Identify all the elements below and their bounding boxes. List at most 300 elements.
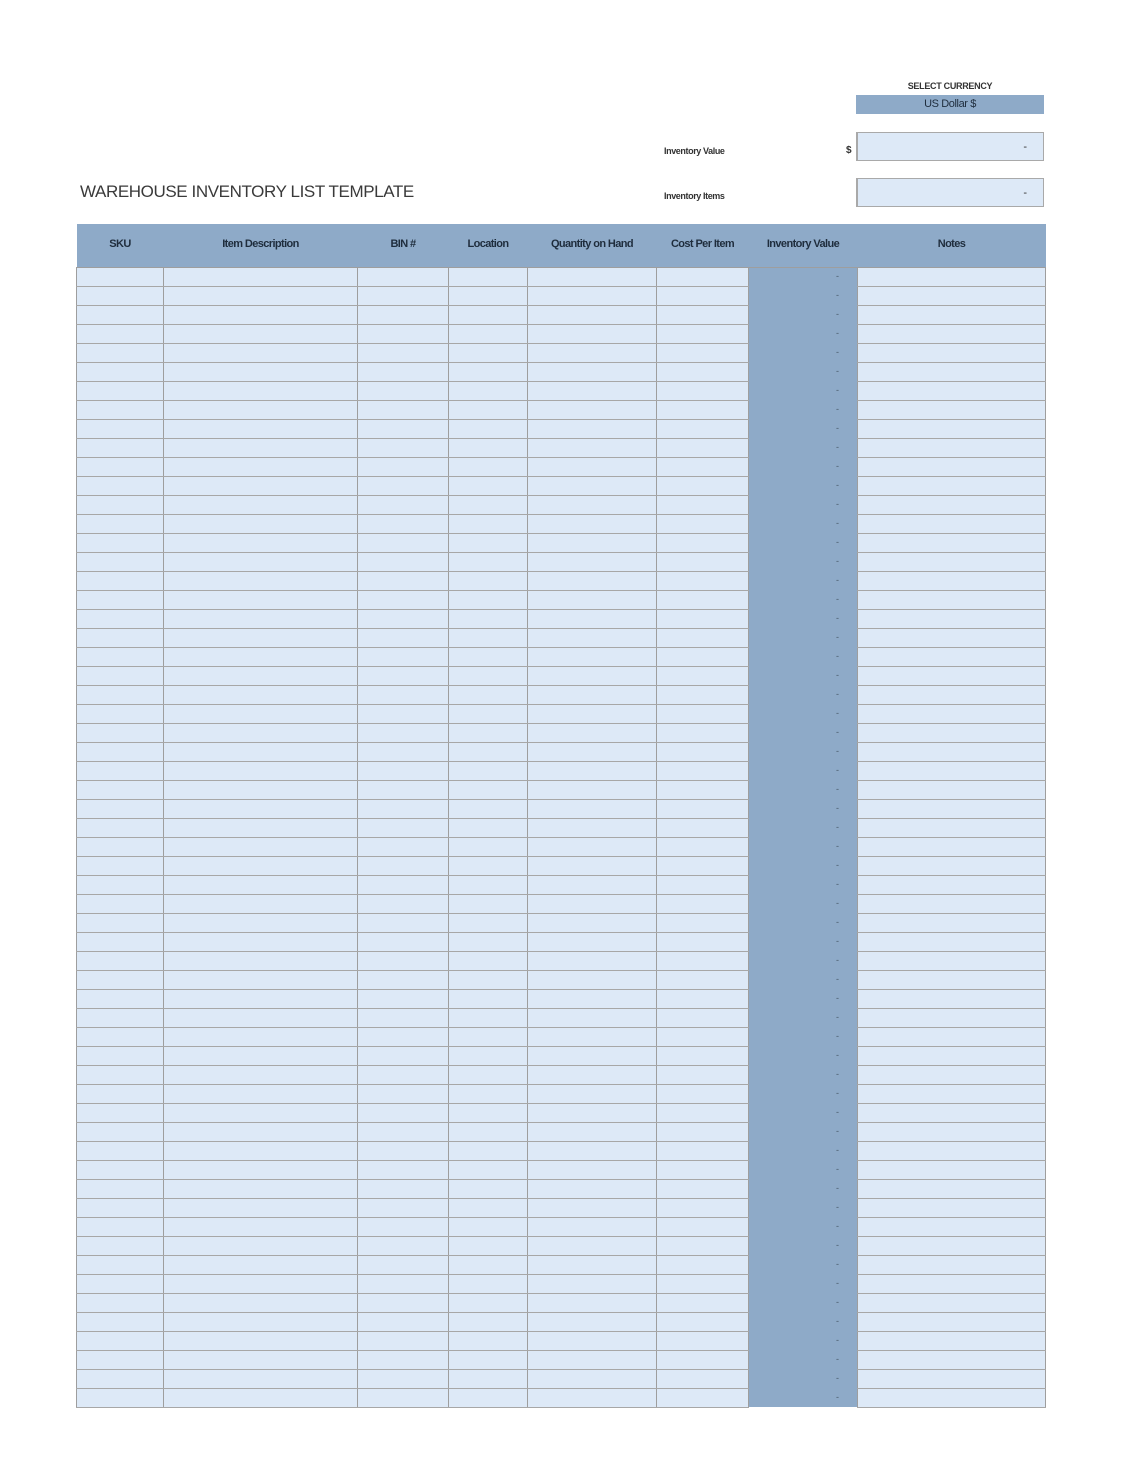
bin-cell[interactable] [358, 1008, 449, 1027]
sku-cell[interactable] [77, 1274, 164, 1293]
cost-cell[interactable] [657, 362, 749, 381]
bin-cell[interactable] [358, 1027, 449, 1046]
location-cell[interactable] [449, 609, 528, 628]
item-description-cell[interactable] [164, 1008, 358, 1027]
quantity-cell[interactable] [528, 970, 657, 989]
quantity-cell[interactable] [528, 875, 657, 894]
sku-cell[interactable] [77, 1198, 164, 1217]
quantity-cell[interactable] [528, 1103, 657, 1122]
notes-cell[interactable] [858, 704, 1046, 723]
notes-cell[interactable] [858, 267, 1046, 286]
notes-cell[interactable] [858, 780, 1046, 799]
notes-cell[interactable] [858, 324, 1046, 343]
cost-cell[interactable] [657, 799, 749, 818]
item-description-cell[interactable] [164, 609, 358, 628]
sku-cell[interactable] [77, 951, 164, 970]
cost-cell[interactable] [657, 875, 749, 894]
cost-cell[interactable] [657, 305, 749, 324]
item-description-cell[interactable] [164, 305, 358, 324]
notes-cell[interactable] [858, 1255, 1046, 1274]
notes-cell[interactable] [858, 1179, 1046, 1198]
cost-cell[interactable] [657, 1160, 749, 1179]
bin-cell[interactable] [358, 837, 449, 856]
notes-cell[interactable] [858, 419, 1046, 438]
sku-cell[interactable] [77, 590, 164, 609]
quantity-cell[interactable] [528, 932, 657, 951]
bin-cell[interactable] [358, 1236, 449, 1255]
bin-cell[interactable] [358, 989, 449, 1008]
cost-cell[interactable] [657, 438, 749, 457]
quantity-cell[interactable] [528, 400, 657, 419]
quantity-cell[interactable] [528, 1198, 657, 1217]
notes-cell[interactable] [858, 856, 1046, 875]
quantity-cell[interactable] [528, 723, 657, 742]
bin-cell[interactable] [358, 533, 449, 552]
notes-cell[interactable] [858, 1217, 1046, 1236]
cost-cell[interactable] [657, 1293, 749, 1312]
location-cell[interactable] [449, 1160, 528, 1179]
notes-cell[interactable] [858, 362, 1046, 381]
notes-cell[interactable] [858, 1274, 1046, 1293]
quantity-cell[interactable] [528, 381, 657, 400]
item-description-cell[interactable] [164, 856, 358, 875]
notes-cell[interactable] [858, 913, 1046, 932]
item-description-cell[interactable] [164, 1369, 358, 1388]
notes-cell[interactable] [858, 1065, 1046, 1084]
location-cell[interactable] [449, 1331, 528, 1350]
notes-cell[interactable] [858, 875, 1046, 894]
sku-cell[interactable] [77, 723, 164, 742]
cost-cell[interactable] [657, 495, 749, 514]
sku-cell[interactable] [77, 1065, 164, 1084]
item-description-cell[interactable] [164, 704, 358, 723]
item-description-cell[interactable] [164, 267, 358, 286]
sku-cell[interactable] [77, 818, 164, 837]
location-cell[interactable] [449, 362, 528, 381]
notes-cell[interactable] [858, 609, 1046, 628]
item-description-cell[interactable] [164, 514, 358, 533]
bin-cell[interactable] [358, 761, 449, 780]
item-description-cell[interactable] [164, 343, 358, 362]
bin-cell[interactable] [358, 742, 449, 761]
location-cell[interactable] [449, 742, 528, 761]
item-description-cell[interactable] [164, 1331, 358, 1350]
bin-cell[interactable] [358, 913, 449, 932]
notes-cell[interactable] [858, 951, 1046, 970]
location-cell[interactable] [449, 1084, 528, 1103]
item-description-cell[interactable] [164, 1350, 358, 1369]
location-cell[interactable] [449, 1141, 528, 1160]
location-cell[interactable] [449, 495, 528, 514]
bin-cell[interactable] [358, 1122, 449, 1141]
bin-cell[interactable] [358, 1217, 449, 1236]
bin-cell[interactable] [358, 267, 449, 286]
notes-cell[interactable] [858, 799, 1046, 818]
location-cell[interactable] [449, 1274, 528, 1293]
bin-cell[interactable] [358, 932, 449, 951]
quantity-cell[interactable] [528, 799, 657, 818]
sku-cell[interactable] [77, 571, 164, 590]
quantity-cell[interactable] [528, 1274, 657, 1293]
notes-cell[interactable] [858, 1293, 1046, 1312]
bin-cell[interactable] [358, 875, 449, 894]
quantity-cell[interactable] [528, 647, 657, 666]
notes-cell[interactable] [858, 685, 1046, 704]
sku-cell[interactable] [77, 1369, 164, 1388]
notes-cell[interactable] [858, 1369, 1046, 1388]
cost-cell[interactable] [657, 894, 749, 913]
sku-cell[interactable] [77, 799, 164, 818]
location-cell[interactable] [449, 932, 528, 951]
cost-cell[interactable] [657, 1274, 749, 1293]
location-cell[interactable] [449, 780, 528, 799]
bin-cell[interactable] [358, 495, 449, 514]
quantity-cell[interactable] [528, 419, 657, 438]
cost-cell[interactable] [657, 343, 749, 362]
cost-cell[interactable] [657, 780, 749, 799]
bin-cell[interactable] [358, 1141, 449, 1160]
item-description-cell[interactable] [164, 647, 358, 666]
location-cell[interactable] [449, 1046, 528, 1065]
cost-cell[interactable] [657, 1179, 749, 1198]
location-cell[interactable] [449, 286, 528, 305]
location-cell[interactable] [449, 1027, 528, 1046]
location-cell[interactable] [449, 894, 528, 913]
cost-cell[interactable] [657, 286, 749, 305]
notes-cell[interactable] [858, 305, 1046, 324]
cost-cell[interactable] [657, 1198, 749, 1217]
location-cell[interactable] [449, 381, 528, 400]
item-description-cell[interactable] [164, 1103, 358, 1122]
bin-cell[interactable] [358, 438, 449, 457]
location-cell[interactable] [449, 856, 528, 875]
quantity-cell[interactable] [528, 476, 657, 495]
cost-cell[interactable] [657, 381, 749, 400]
sku-cell[interactable] [77, 343, 164, 362]
location-cell[interactable] [449, 343, 528, 362]
item-description-cell[interactable] [164, 571, 358, 590]
bin-cell[interactable] [358, 1046, 449, 1065]
cost-cell[interactable] [657, 704, 749, 723]
location-cell[interactable] [449, 438, 528, 457]
notes-cell[interactable] [858, 628, 1046, 647]
bin-cell[interactable] [358, 1388, 449, 1407]
sku-cell[interactable] [77, 324, 164, 343]
sku-cell[interactable] [77, 514, 164, 533]
bin-cell[interactable] [358, 1255, 449, 1274]
sku-cell[interactable] [77, 1331, 164, 1350]
bin-cell[interactable] [358, 1350, 449, 1369]
cost-cell[interactable] [657, 1122, 749, 1141]
location-cell[interactable] [449, 647, 528, 666]
cost-cell[interactable] [657, 1369, 749, 1388]
sku-cell[interactable] [77, 761, 164, 780]
notes-cell[interactable] [858, 590, 1046, 609]
quantity-cell[interactable] [528, 609, 657, 628]
cost-cell[interactable] [657, 1312, 749, 1331]
item-description-cell[interactable] [164, 685, 358, 704]
sku-cell[interactable] [77, 1179, 164, 1198]
bin-cell[interactable] [358, 400, 449, 419]
quantity-cell[interactable] [528, 324, 657, 343]
notes-cell[interactable] [858, 647, 1046, 666]
cost-cell[interactable] [657, 989, 749, 1008]
location-cell[interactable] [449, 324, 528, 343]
item-description-cell[interactable] [164, 951, 358, 970]
sku-cell[interactable] [77, 742, 164, 761]
item-description-cell[interactable] [164, 780, 358, 799]
bin-cell[interactable] [358, 286, 449, 305]
notes-cell[interactable] [858, 970, 1046, 989]
quantity-cell[interactable] [528, 742, 657, 761]
location-cell[interactable] [449, 951, 528, 970]
quantity-cell[interactable] [528, 1122, 657, 1141]
quantity-cell[interactable] [528, 1388, 657, 1407]
notes-cell[interactable] [858, 495, 1046, 514]
cost-cell[interactable] [657, 685, 749, 704]
bin-cell[interactable] [358, 1293, 449, 1312]
notes-cell[interactable] [858, 1103, 1046, 1122]
quantity-cell[interactable] [528, 305, 657, 324]
location-cell[interactable] [449, 552, 528, 571]
cost-cell[interactable] [657, 951, 749, 970]
item-description-cell[interactable] [164, 495, 358, 514]
cost-cell[interactable] [657, 609, 749, 628]
quantity-cell[interactable] [528, 590, 657, 609]
location-cell[interactable] [449, 970, 528, 989]
location-cell[interactable] [449, 704, 528, 723]
quantity-cell[interactable] [528, 704, 657, 723]
sku-cell[interactable] [77, 400, 164, 419]
sku-cell[interactable] [77, 305, 164, 324]
bin-cell[interactable] [358, 818, 449, 837]
quantity-cell[interactable] [528, 894, 657, 913]
notes-cell[interactable] [858, 1198, 1046, 1217]
cost-cell[interactable] [657, 267, 749, 286]
quantity-cell[interactable] [528, 571, 657, 590]
location-cell[interactable] [449, 1217, 528, 1236]
quantity-cell[interactable] [528, 1046, 657, 1065]
sku-cell[interactable] [77, 552, 164, 571]
notes-cell[interactable] [858, 1122, 1046, 1141]
sku-cell[interactable] [77, 913, 164, 932]
item-description-cell[interactable] [164, 1293, 358, 1312]
cost-cell[interactable] [657, 1141, 749, 1160]
quantity-cell[interactable] [528, 1065, 657, 1084]
notes-cell[interactable] [858, 837, 1046, 856]
quantity-cell[interactable] [528, 666, 657, 685]
quantity-cell[interactable] [528, 780, 657, 799]
item-description-cell[interactable] [164, 1388, 358, 1407]
sku-cell[interactable] [77, 267, 164, 286]
item-description-cell[interactable] [164, 1179, 358, 1198]
quantity-cell[interactable] [528, 1255, 657, 1274]
item-description-cell[interactable] [164, 799, 358, 818]
location-cell[interactable] [449, 1350, 528, 1369]
notes-cell[interactable] [858, 381, 1046, 400]
cost-cell[interactable] [657, 400, 749, 419]
item-description-cell[interactable] [164, 818, 358, 837]
cost-cell[interactable] [657, 533, 749, 552]
location-cell[interactable] [449, 875, 528, 894]
cost-cell[interactable] [657, 742, 749, 761]
cost-cell[interactable] [657, 324, 749, 343]
bin-cell[interactable] [358, 1274, 449, 1293]
bin-cell[interactable] [358, 1179, 449, 1198]
location-cell[interactable] [449, 723, 528, 742]
item-description-cell[interactable] [164, 1084, 358, 1103]
cost-cell[interactable] [657, 1103, 749, 1122]
bin-cell[interactable] [358, 305, 449, 324]
notes-cell[interactable] [858, 457, 1046, 476]
notes-cell[interactable] [858, 723, 1046, 742]
notes-cell[interactable] [858, 1046, 1046, 1065]
cost-cell[interactable] [657, 1350, 749, 1369]
item-description-cell[interactable] [164, 438, 358, 457]
sku-cell[interactable] [77, 932, 164, 951]
item-description-cell[interactable] [164, 628, 358, 647]
cost-cell[interactable] [657, 818, 749, 837]
location-cell[interactable] [449, 1198, 528, 1217]
sku-cell[interactable] [77, 704, 164, 723]
sku-cell[interactable] [77, 1293, 164, 1312]
item-description-cell[interactable] [164, 1255, 358, 1274]
notes-cell[interactable] [858, 989, 1046, 1008]
notes-cell[interactable] [858, 1236, 1046, 1255]
item-description-cell[interactable] [164, 286, 358, 305]
sku-cell[interactable] [77, 1141, 164, 1160]
quantity-cell[interactable] [528, 286, 657, 305]
quantity-cell[interactable] [528, 1160, 657, 1179]
notes-cell[interactable] [858, 1388, 1046, 1407]
bin-cell[interactable] [358, 856, 449, 875]
sku-cell[interactable] [77, 438, 164, 457]
sku-cell[interactable] [77, 894, 164, 913]
quantity-cell[interactable] [528, 1179, 657, 1198]
bin-cell[interactable] [358, 457, 449, 476]
quantity-cell[interactable] [528, 267, 657, 286]
location-cell[interactable] [449, 457, 528, 476]
quantity-cell[interactable] [528, 1236, 657, 1255]
cost-cell[interactable] [657, 1084, 749, 1103]
sku-cell[interactable] [77, 647, 164, 666]
quantity-cell[interactable] [528, 1350, 657, 1369]
bin-cell[interactable] [358, 1331, 449, 1350]
notes-cell[interactable] [858, 571, 1046, 590]
sku-cell[interactable] [77, 970, 164, 989]
bin-cell[interactable] [358, 1065, 449, 1084]
quantity-cell[interactable] [528, 1027, 657, 1046]
item-description-cell[interactable] [164, 761, 358, 780]
bin-cell[interactable] [358, 647, 449, 666]
quantity-cell[interactable] [528, 362, 657, 381]
notes-cell[interactable] [858, 343, 1046, 362]
location-cell[interactable] [449, 666, 528, 685]
sku-cell[interactable] [77, 419, 164, 438]
location-cell[interactable] [449, 818, 528, 837]
notes-cell[interactable] [858, 533, 1046, 552]
cost-cell[interactable] [657, 628, 749, 647]
sku-cell[interactable] [77, 1103, 164, 1122]
bin-cell[interactable] [358, 685, 449, 704]
sku-cell[interactable] [77, 1084, 164, 1103]
bin-cell[interactable] [358, 1084, 449, 1103]
bin-cell[interactable] [358, 571, 449, 590]
cost-cell[interactable] [657, 1027, 749, 1046]
notes-cell[interactable] [858, 742, 1046, 761]
bin-cell[interactable] [358, 324, 449, 343]
notes-cell[interactable] [858, 1312, 1046, 1331]
location-cell[interactable] [449, 514, 528, 533]
notes-cell[interactable] [858, 552, 1046, 571]
location-cell[interactable] [449, 913, 528, 932]
sku-cell[interactable] [77, 1255, 164, 1274]
bin-cell[interactable] [358, 894, 449, 913]
quantity-cell[interactable] [528, 1084, 657, 1103]
cost-cell[interactable] [657, 761, 749, 780]
sku-cell[interactable] [77, 1388, 164, 1407]
item-description-cell[interactable] [164, 362, 358, 381]
notes-cell[interactable] [858, 1084, 1046, 1103]
item-description-cell[interactable] [164, 1046, 358, 1065]
cost-cell[interactable] [657, 1046, 749, 1065]
cost-cell[interactable] [657, 552, 749, 571]
quantity-cell[interactable] [528, 818, 657, 837]
cost-cell[interactable] [657, 419, 749, 438]
item-description-cell[interactable] [164, 742, 358, 761]
quantity-cell[interactable] [528, 1369, 657, 1388]
location-cell[interactable] [449, 1293, 528, 1312]
item-description-cell[interactable] [164, 1217, 358, 1236]
item-description-cell[interactable] [164, 1236, 358, 1255]
cost-cell[interactable] [657, 970, 749, 989]
sku-cell[interactable] [77, 609, 164, 628]
bin-cell[interactable] [358, 514, 449, 533]
notes-cell[interactable] [858, 514, 1046, 533]
location-cell[interactable] [449, 305, 528, 324]
location-cell[interactable] [449, 1255, 528, 1274]
cost-cell[interactable] [657, 1388, 749, 1407]
sku-cell[interactable] [77, 1312, 164, 1331]
bin-cell[interactable] [358, 951, 449, 970]
cost-cell[interactable] [657, 1217, 749, 1236]
notes-cell[interactable] [858, 761, 1046, 780]
notes-cell[interactable] [858, 1350, 1046, 1369]
bin-cell[interactable] [358, 343, 449, 362]
item-description-cell[interactable] [164, 400, 358, 419]
quantity-cell[interactable] [528, 685, 657, 704]
sku-cell[interactable] [77, 1236, 164, 1255]
notes-cell[interactable] [858, 932, 1046, 951]
location-cell[interactable] [449, 1369, 528, 1388]
notes-cell[interactable] [858, 1008, 1046, 1027]
quantity-cell[interactable] [528, 913, 657, 932]
quantity-cell[interactable] [528, 495, 657, 514]
cost-cell[interactable] [657, 666, 749, 685]
bin-cell[interactable] [358, 970, 449, 989]
bin-cell[interactable] [358, 552, 449, 571]
bin-cell[interactable] [358, 704, 449, 723]
location-cell[interactable] [449, 761, 528, 780]
item-description-cell[interactable] [164, 1027, 358, 1046]
item-description-cell[interactable] [164, 1065, 358, 1084]
location-cell[interactable] [449, 1122, 528, 1141]
item-description-cell[interactable] [164, 533, 358, 552]
quantity-cell[interactable] [528, 1331, 657, 1350]
bin-cell[interactable] [358, 666, 449, 685]
item-description-cell[interactable] [164, 381, 358, 400]
sku-cell[interactable] [77, 1046, 164, 1065]
